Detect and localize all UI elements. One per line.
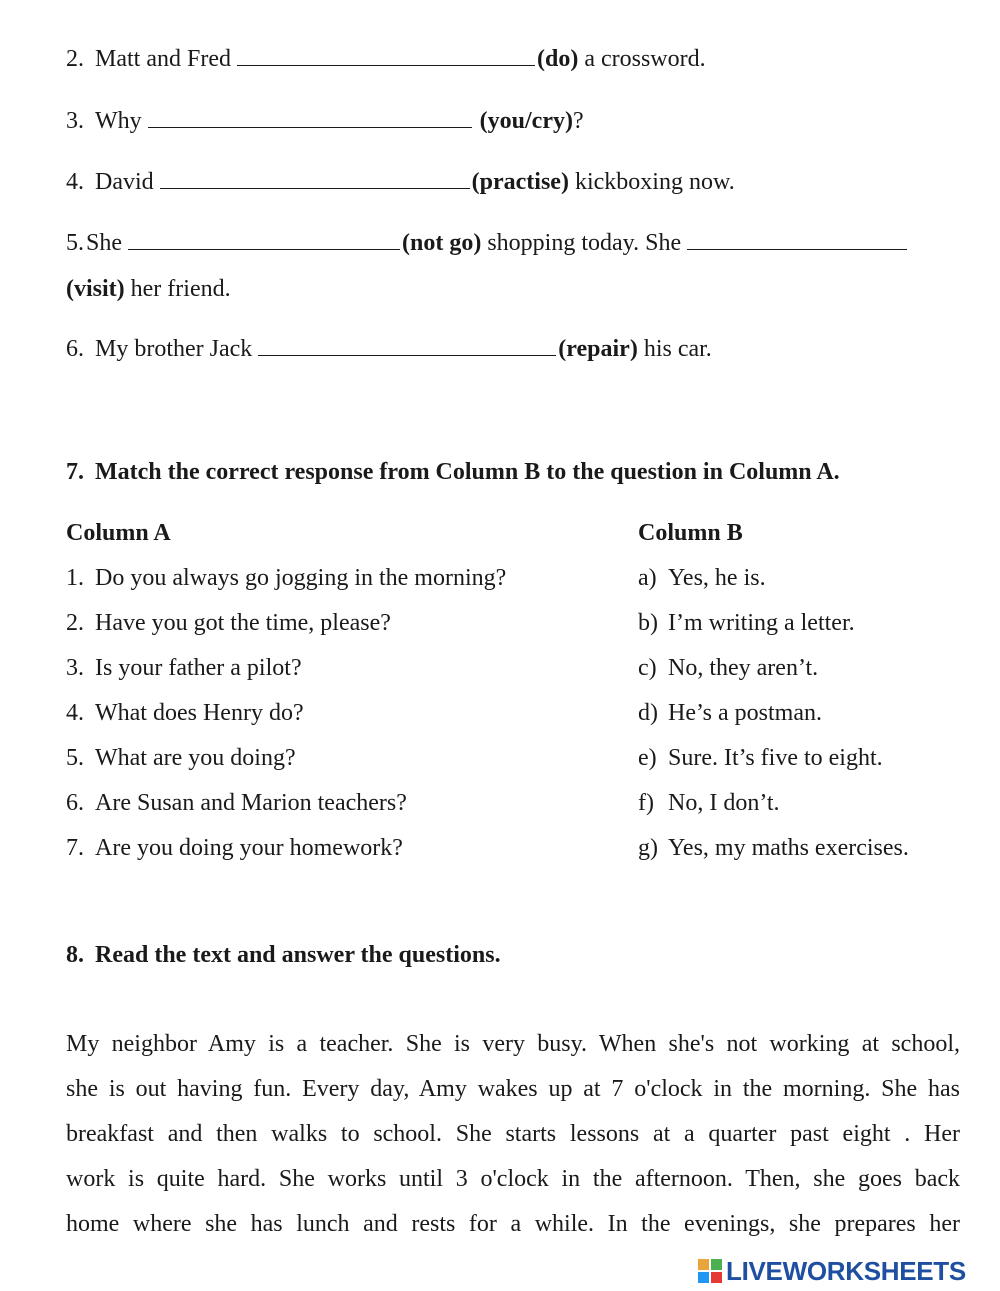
column-a-item: 3. Is your father a pilot? xyxy=(66,655,302,681)
column-b-item: c) No, they aren’t. xyxy=(638,655,819,681)
exercise-item-3: 3. Why (you/cry)? xyxy=(66,108,584,134)
exercise-8-title: 8. Read the text and answer the questions. xyxy=(66,942,501,968)
column-b-item: g) Yes, my maths exercises. xyxy=(638,835,909,861)
reading-text-line: My neighbor Amy is a teacher. She is very busy. When she's not working at school, xyxy=(66,1031,960,1057)
reading-text-line: breakfast and then walks to school. She starts lessons at a quarter past eight . Her xyxy=(66,1121,960,1147)
exercise-7-title: 7. Match the correct response from Column B to the question in Column A. xyxy=(66,459,840,485)
column-b-item: f) No, I don’t. xyxy=(638,790,780,816)
logo-square xyxy=(698,1272,709,1283)
reading-text-line: she is out having fun. Every day, Amy wakes up at 7 o'clock in the morning. She has xyxy=(66,1076,960,1102)
liveworksheets-logo xyxy=(698,1256,966,1286)
logo-text: LIVEWORKSHEETS xyxy=(726,1255,966,1286)
column-b-item: e) Sure. It’s five to eight. xyxy=(638,745,883,771)
column-a-header: Column A xyxy=(66,520,171,546)
answer-blank[interactable] xyxy=(687,229,907,250)
logo-squares-icon xyxy=(698,1259,722,1283)
exercise-item-2: 2. Matt and Fred (do) a crossword. xyxy=(66,46,706,72)
column-b-header: Column B xyxy=(638,520,743,546)
answer-blank[interactable] xyxy=(258,335,556,356)
answer-blank[interactable] xyxy=(237,45,535,66)
answer-blank[interactable] xyxy=(160,168,470,189)
column-a-item: 1. Do you always go jogging in the morning? xyxy=(66,565,507,591)
column-b-item: d) He’s a postman. xyxy=(638,700,822,726)
column-b-item: b) I’m writing a letter. xyxy=(638,610,855,636)
answer-blank[interactable] xyxy=(148,107,472,128)
column-a-item: 7. Are you doing your homework? xyxy=(66,835,403,861)
column-a-item: 5. What are you doing? xyxy=(66,745,296,771)
column-a-item: 6. Are Susan and Marion teachers? xyxy=(66,790,407,816)
exercise-item-5-cont: (visit) her friend. xyxy=(66,276,231,302)
exercise-item-4: 4. David (practise) kickboxing now. xyxy=(66,169,735,195)
column-b-item: a) Yes, he is. xyxy=(638,565,766,591)
column-a-item: 4. What does Henry do? xyxy=(66,700,304,726)
logo-square xyxy=(711,1259,722,1270)
column-a-item: 2. Have you got the time, please? xyxy=(66,610,391,636)
answer-blank[interactable] xyxy=(128,229,400,250)
exercise-item-6: 6. My brother Jack (repair) his car. xyxy=(66,336,712,362)
reading-text-line: home where she has lunch and rests for a while. In the evenings, she prepares her xyxy=(66,1211,960,1237)
reading-text-line: work is quite hard. She works until 3 o'clock in the afternoon. Then, she goes back xyxy=(66,1166,960,1192)
logo-square xyxy=(711,1272,722,1283)
logo-square xyxy=(698,1259,709,1270)
exercise-item-5: 5.She (not go) shopping today. She xyxy=(66,228,909,258)
